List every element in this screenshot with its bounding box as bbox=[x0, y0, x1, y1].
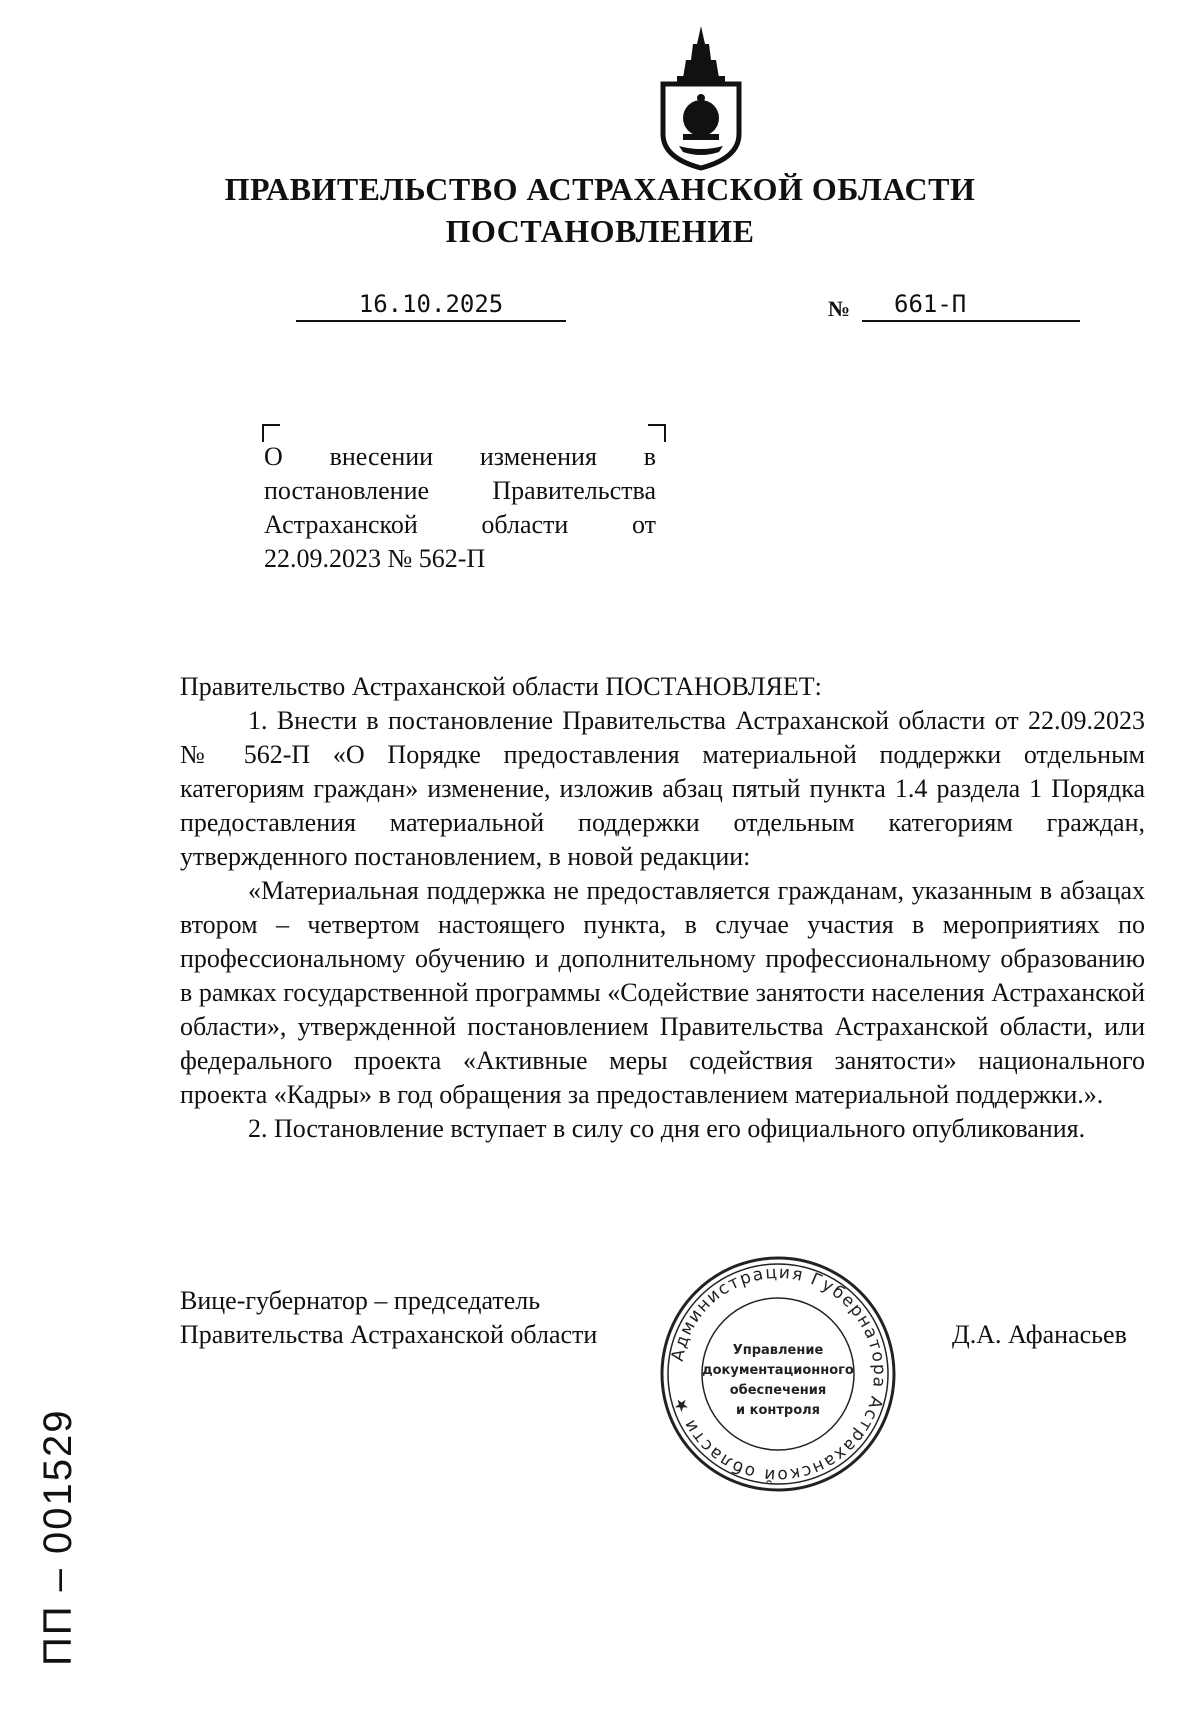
document-body bbox=[180, 670, 1145, 1146]
archive-side-number: ПП – 001529 bbox=[36, 1408, 80, 1666]
organization-name: ПРАВИТЕЛЬСТВО АСТРАХАНСКОЙ ОБЛАСТИ bbox=[224, 171, 976, 207]
svg-text:документационного: документационного bbox=[702, 1363, 854, 1378]
coat-of-arms-emblem bbox=[653, 22, 749, 172]
svg-text:обеспечения: обеспечения bbox=[729, 1383, 827, 1398]
item-2: 2. Постановление вступает в силу со дня его официального опубликования. bbox=[248, 1114, 1086, 1143]
document-type: ПОСТАНОВЛЕНИЕ bbox=[445, 213, 755, 249]
svg-text:и контроля: и контроля bbox=[735, 1403, 821, 1418]
signatory-title-line-2: Правительства Астраханской области bbox=[180, 1320, 598, 1349]
document-number: 661-П bbox=[894, 290, 967, 318]
document-subject: О внесении изменения в постановление Правительства Астраханской области от 22.09.2023 № 562-П bbox=[264, 442, 656, 573]
official-seal-stamp bbox=[658, 1254, 898, 1494]
document-date: 16.10.2025 bbox=[296, 290, 566, 322]
document-header bbox=[0, 168, 1200, 252]
signatory-title bbox=[180, 1284, 597, 1352]
signatory-name: Д.А. Афанасьев bbox=[952, 1320, 1127, 1349]
svg-text:Администрация Губернатора Астр: Администрация Губернатора Астраханской области ★ bbox=[667, 1262, 890, 1486]
preamble: Правительство Астраханской области ПОСТАНОВЛЯЕТ: bbox=[180, 672, 822, 701]
quoted-paragraph: «Материальная поддержка не предоставляется гражданам, указанным в абзацах втором – четвертом настоящего пункта, в случае участия в мероприятиях по профессиональному обучению и дополнительному профессиональному образованию в рамках государственной программы «Содействие занятости населения Астраханской области», утвержденной постановлением Правительства Астраханской области, или федерального проекта «Активные меры содействия занятости» национального проекта «Кадры» в год обращения за предоставлением материальной поддержки.». bbox=[180, 876, 1145, 1109]
signatory-title-line-1: Вице-губернатор – председатель bbox=[180, 1286, 541, 1315]
document-number-field bbox=[862, 290, 1080, 322]
item-1: 1. Внести в постановление Правительства Астраханской области от 22.09.2023 № 562-П «О Порядке предоставления материальной поддержки отдельным категориям граждан» изменение, изложив абзац пятый пункта 1.4 раздела 1 Порядка предоставления материальной поддержки отдельным категориям граждан, утвержденного постановлением, в новой редакции: bbox=[180, 706, 1145, 871]
svg-text:Управление: Управление bbox=[732, 1343, 824, 1358]
number-sign: № bbox=[828, 296, 851, 321]
